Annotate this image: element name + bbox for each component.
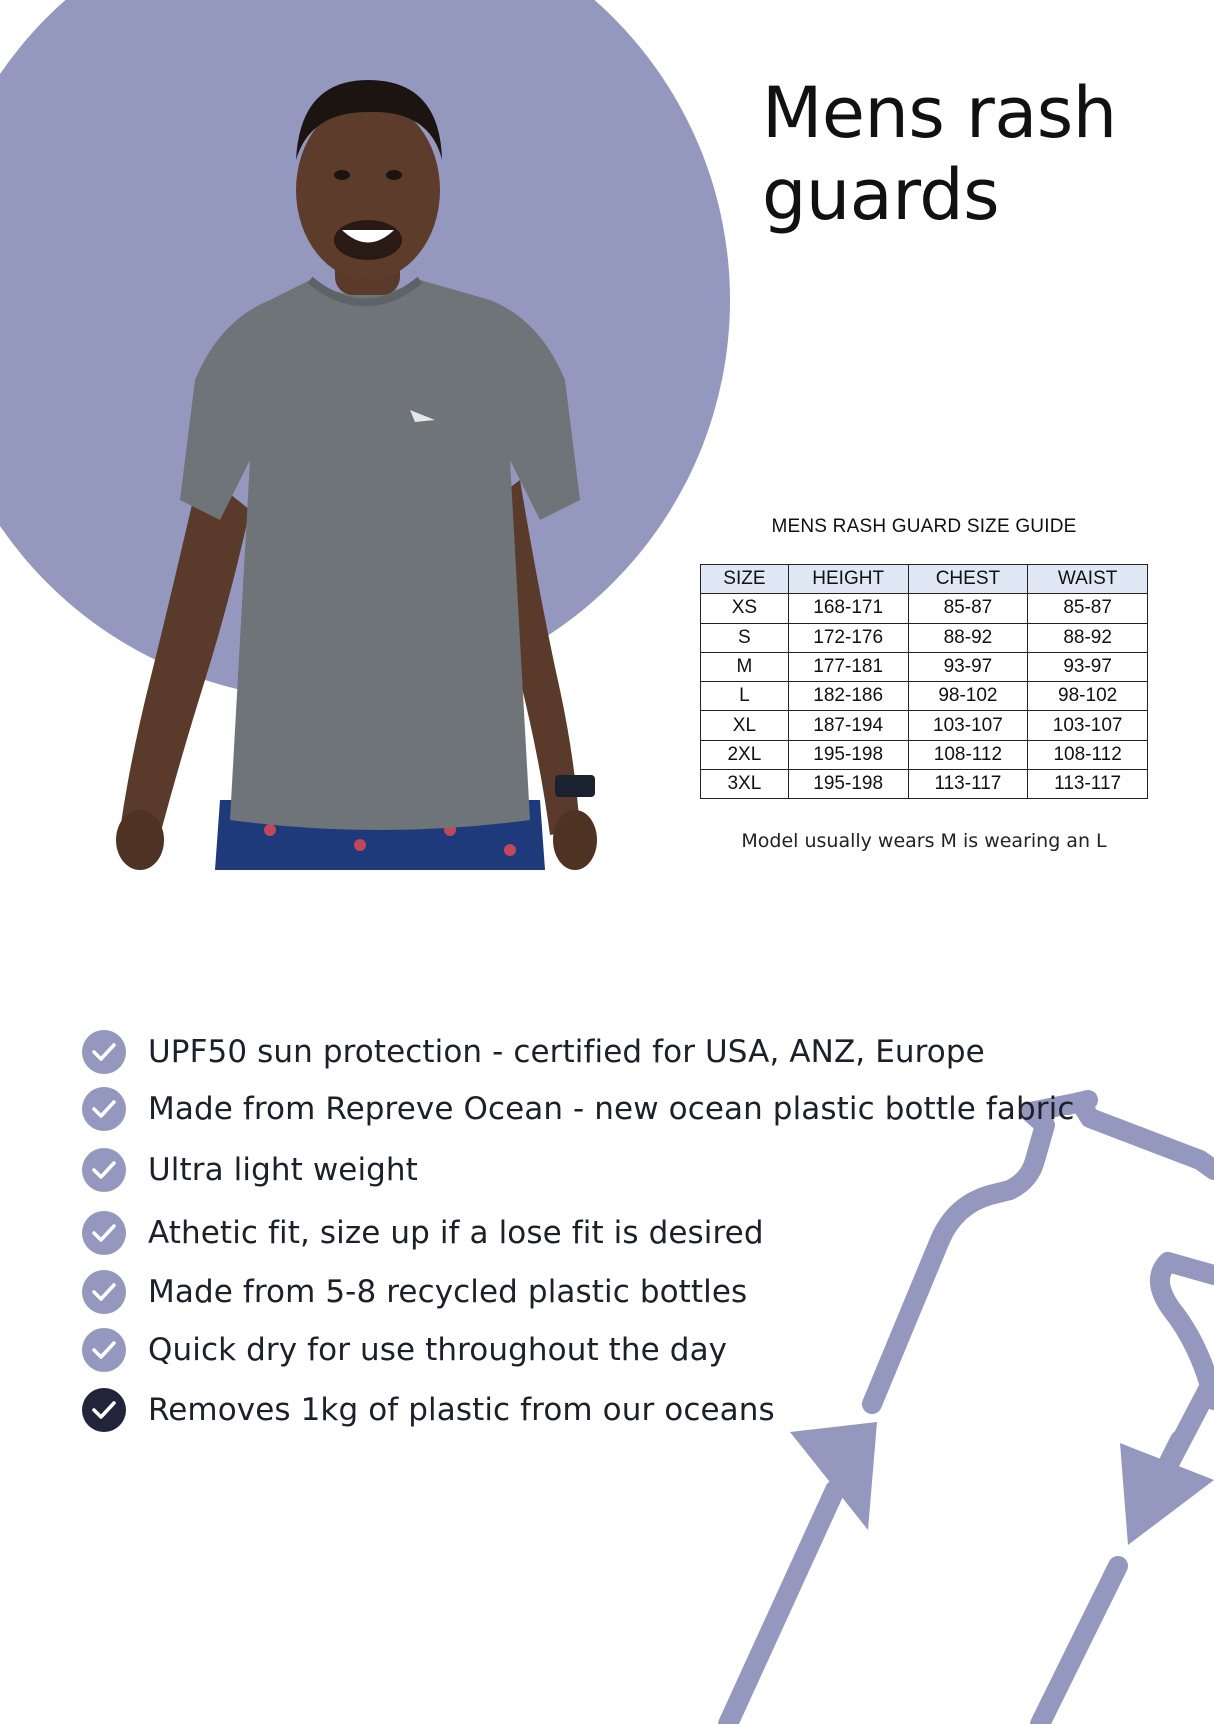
cell-height: 195-198 [788, 770, 908, 799]
table-row [701, 682, 1148, 711]
check-circle-icon [82, 1148, 126, 1192]
cell-waist: 113-117 [1028, 770, 1148, 799]
feature-text: Made from 5-8 recycled plastic bottles [148, 1274, 748, 1310]
cell-waist: 93-97 [1028, 652, 1148, 681]
list-item [82, 1386, 775, 1434]
table-row [701, 652, 1148, 681]
cell-chest: 103-107 [908, 711, 1028, 740]
list-item [82, 1028, 985, 1076]
table-row [701, 740, 1148, 769]
check-circle-icon [82, 1030, 126, 1074]
cell-height: 195-198 [788, 740, 908, 769]
feature-text: Removes 1kg of plastic from our oceans [148, 1392, 775, 1428]
page-title: Mens rash guards [762, 72, 1117, 236]
size-table [700, 564, 1148, 799]
feature-text: Quick dry for use throughout the day [148, 1332, 728, 1368]
cell-waist: 103-107 [1028, 711, 1148, 740]
model-size-note: Model usually wears M is wearing an L [741, 830, 1107, 852]
column-header-height: HEIGHT [788, 565, 908, 594]
left-arm [120, 470, 250, 835]
list-item [82, 1209, 764, 1257]
table-row [701, 623, 1148, 652]
size-guide [700, 516, 1148, 799]
check-circle-icon [82, 1270, 126, 1314]
cell-waist: 88-92 [1028, 623, 1148, 652]
check-circle-icon [82, 1328, 126, 1372]
cell-waist: 85-87 [1028, 594, 1148, 623]
model-photo [110, 40, 630, 870]
cell-chest: 85-87 [908, 594, 1028, 623]
cell-chest: 98-102 [908, 682, 1028, 711]
check-circle-icon [82, 1211, 126, 1255]
list-item [82, 1326, 727, 1374]
cell-size: L [701, 682, 789, 711]
table-row [701, 594, 1148, 623]
size-guide-title: MENS RASH GUARD SIZE GUIDE [771, 516, 1077, 537]
check-circle-dark-icon [82, 1388, 126, 1432]
cell-waist: 98-102 [1028, 682, 1148, 711]
table-row [701, 711, 1148, 740]
cell-waist: 108-112 [1028, 740, 1148, 769]
cell-height: 168-171 [788, 594, 908, 623]
table-row [701, 770, 1148, 799]
cell-chest: 88-92 [908, 623, 1028, 652]
recycle-bottle-icon [728, 1100, 1214, 1724]
cell-height: 177-181 [788, 652, 908, 681]
cell-size: 2XL [701, 740, 789, 769]
check-circle-icon [82, 1087, 126, 1131]
feature-text: Made from Repreve Ocean - new ocean plastic bottle fabric [148, 1091, 1075, 1127]
cell-size: XS [701, 594, 789, 623]
cell-size: M [701, 652, 789, 681]
cell-height: 182-186 [788, 682, 908, 711]
cell-chest: 113-117 [908, 770, 1028, 799]
list-item [82, 1146, 418, 1194]
cell-chest: 93-97 [908, 652, 1028, 681]
feature-text: Ultra light weight [148, 1152, 418, 1188]
list-item [82, 1085, 1075, 1133]
cell-size: S [701, 623, 789, 652]
column-header-size: SIZE [701, 565, 789, 594]
watch [555, 775, 595, 797]
feature-text: Athetic fit, size up if a lose fit is desired [148, 1215, 764, 1251]
feature-text: UPF50 sun protection - certified for USA, ANZ, Europe [148, 1034, 985, 1070]
list-item [82, 1268, 747, 1316]
column-header-chest: CHEST [908, 565, 1028, 594]
cell-size: 3XL [701, 770, 789, 799]
size-table-header-row [701, 565, 1148, 594]
cell-height: 172-176 [788, 623, 908, 652]
cell-height: 187-194 [788, 711, 908, 740]
cell-chest: 108-112 [908, 740, 1028, 769]
cell-size: XL [701, 711, 789, 740]
column-header-waist: WAIST [1028, 565, 1148, 594]
